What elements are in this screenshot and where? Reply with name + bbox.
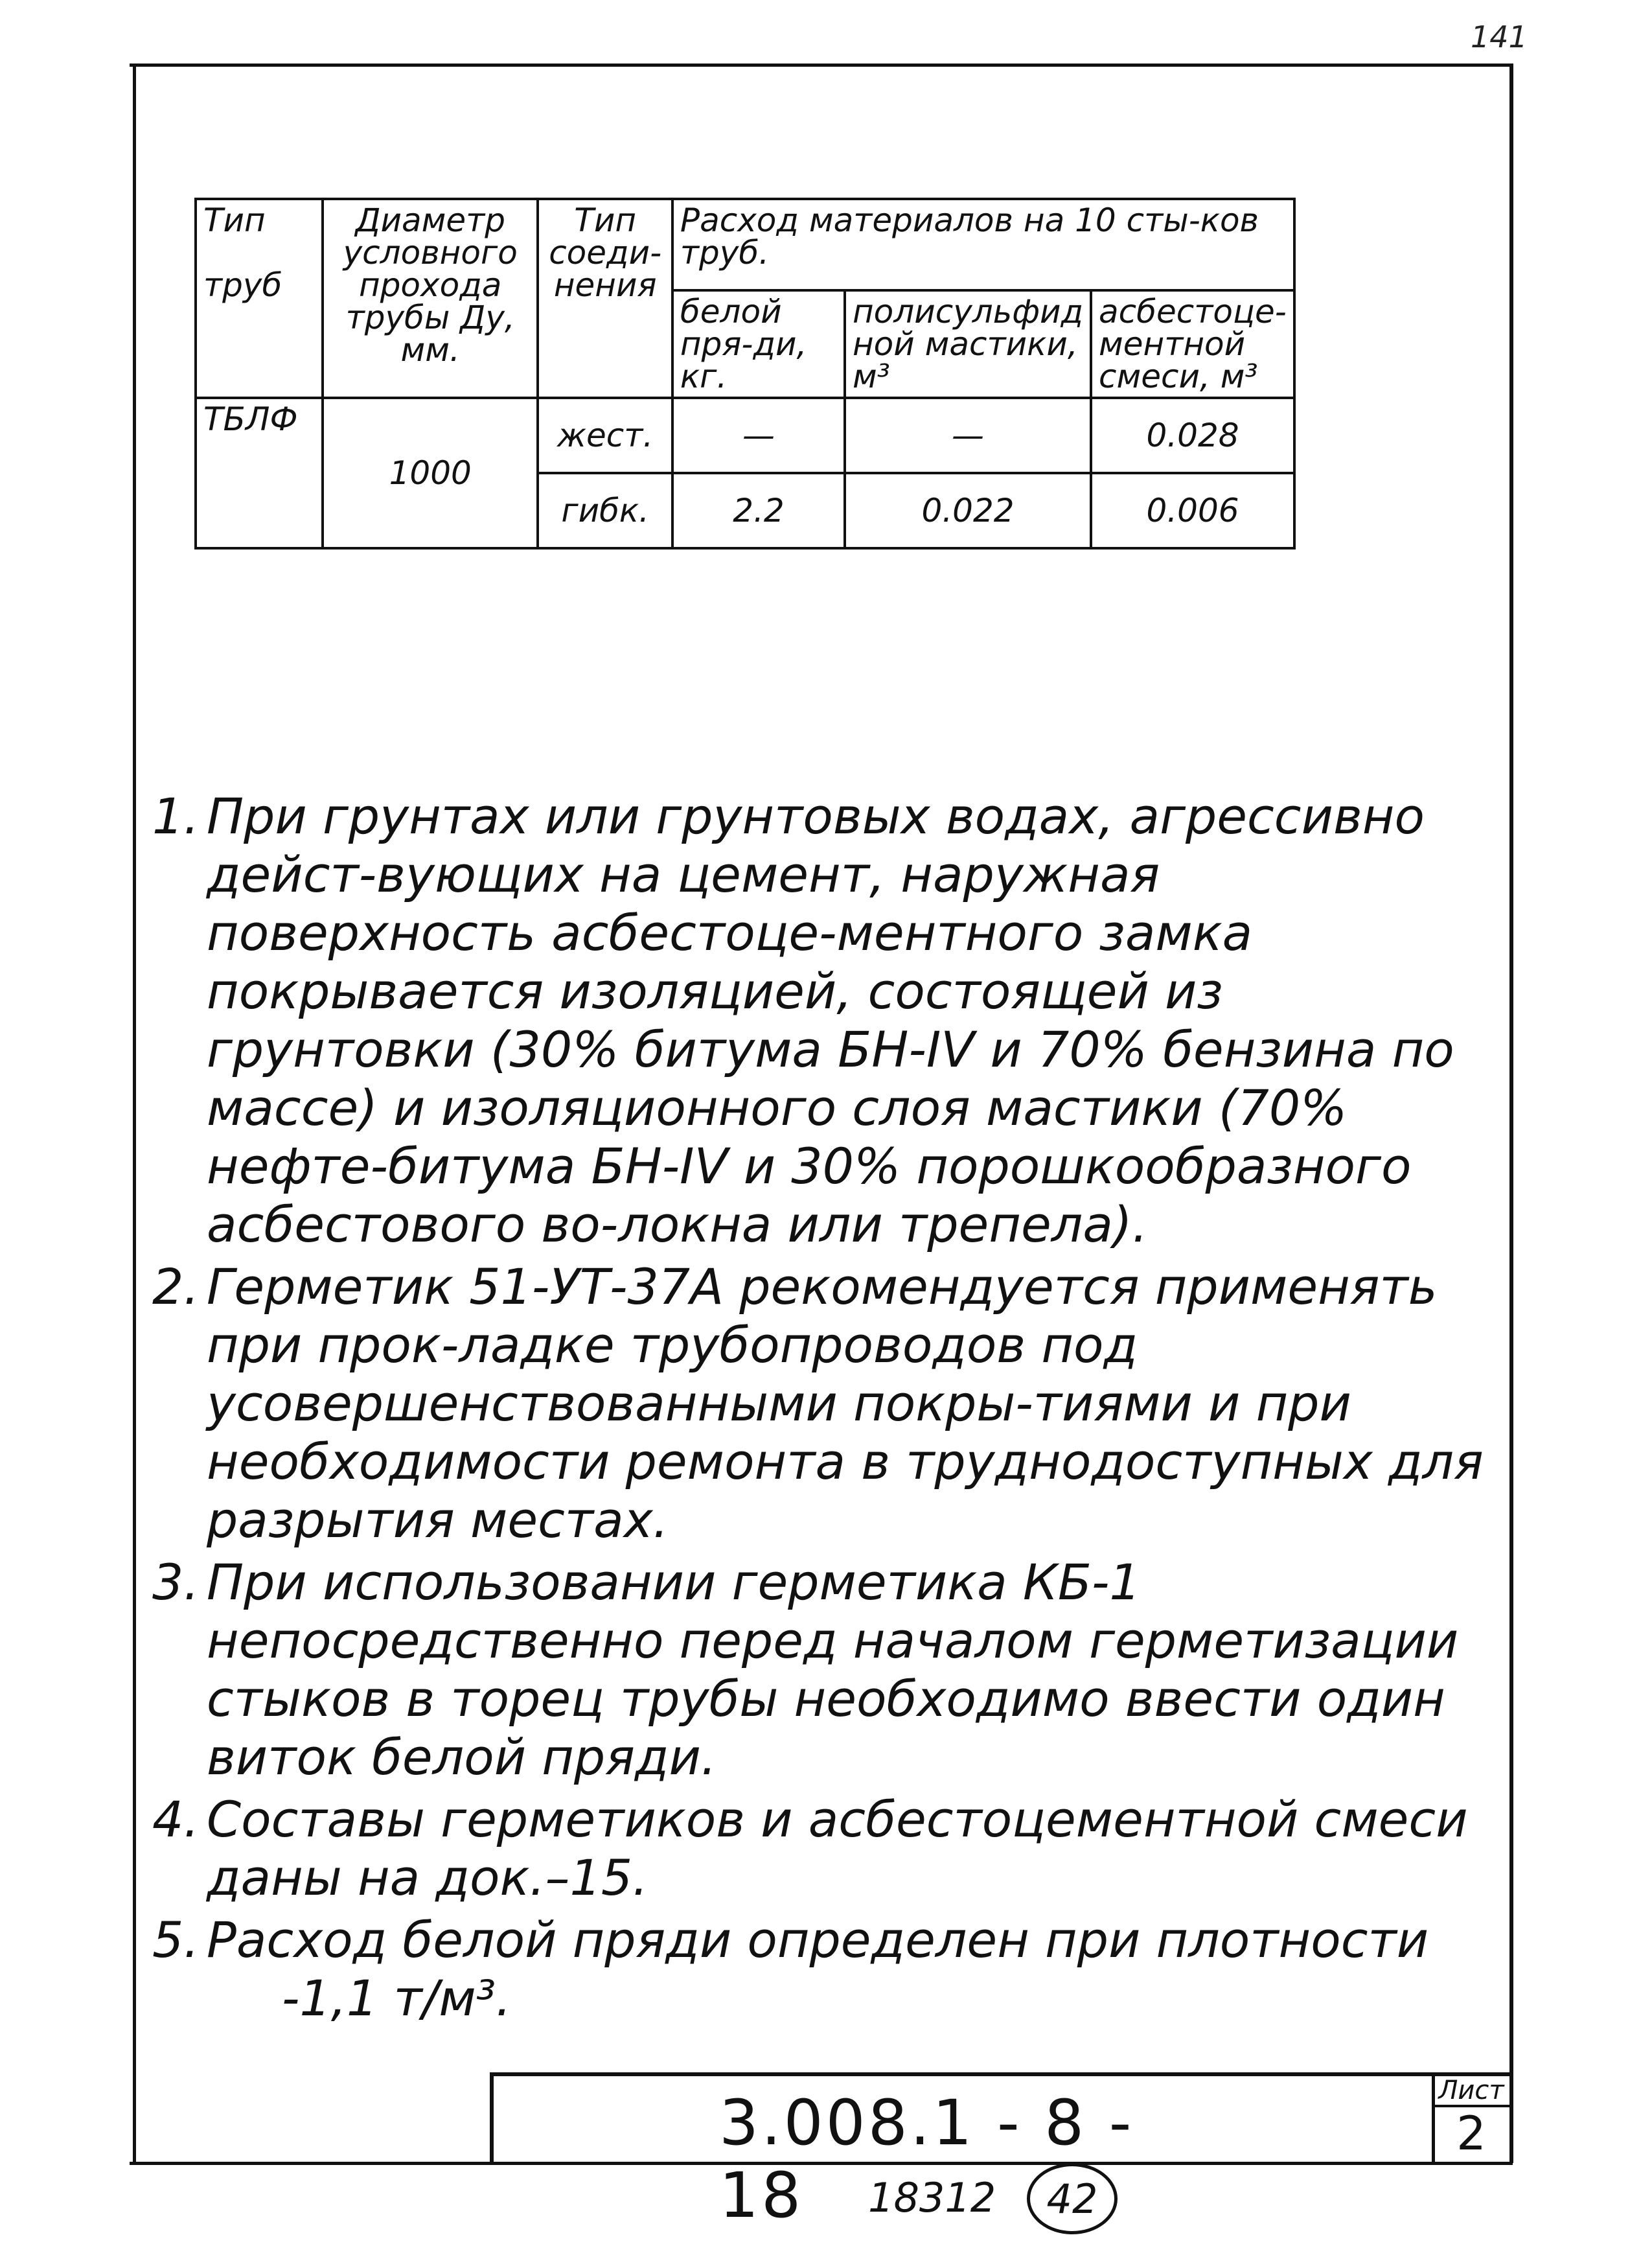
header-consumption: Расход материалов на 10 сты-ков труб. [672,199,1294,290]
note-number: 5. [152,1911,200,1969]
note-text: При использовании герметика КБ-1 непосредственно перед началом герметизации стыков в торец трубы необходимо ввести один виток белой пряди. [207,1553,1459,1786]
corner-mark: 141 [1471,19,1528,54]
archive-number: 18312 [868,2174,996,2221]
stamp-top-border [492,2072,1513,2076]
cell-diameter: 1000 [323,398,538,548]
note-text: Герметик 51-УТ-37А рекомендуется применять при прок-ладке трубопроводов под усовершенствованными покры-тиями и при необходимости ремонта в труднодоступных для разрытия местах. [207,1258,1484,1549]
cell-connection-rigid: жест. [538,398,672,473]
note-number: 3. [152,1553,200,1611]
circled-page-number: 42 [1027,2163,1118,2234]
cell-mastic-flexible: 0.022 [845,473,1091,548]
note-item [152,1790,1487,1907]
header-white-yarn: белой пря-ди, кг. [672,290,845,398]
cell-pipe-type: ТБЛФ [196,398,323,548]
note-text: При грунтах или грунтовых водах, агрессивно дейст-вующих на цемент, наружная поверхность асбестоце-ментного замка покрывается изоляцией, состоящей из грунтовки (30% битума БН-IV и 70% бензина по массе) и изоляционного слоя мастики (70% нефте-битума БН-IV и 30% порошкообразного асбестового во-локна или трепела). [207,787,1454,1253]
frame-top-border [130,64,1511,67]
header-diameter: Диаметр условного прохода трубы Ду, мм. [323,199,538,398]
frame-left-border [133,64,136,2163]
note-item [152,1553,1487,1787]
sheet-number: 2 [1456,2106,1486,2160]
notes-list [152,787,1487,2028]
note-number: 4. [152,1790,200,1848]
frame-right-border [1509,64,1513,2163]
note-text: Расход белой пряди определен при плотности [207,1911,1429,1969]
header-polysulfide-mastic: полисульфид ной мастики, м³ [845,290,1091,398]
document-code: 3.008.1 - 8 - 18 [719,2087,1134,2232]
note-text: Составы герметиков и асбестоцементной смеси даны на док.–15. [207,1790,1468,1906]
note-number: 2. [152,1258,200,1315]
stamp-left-border [490,2072,494,2163]
cell-mastic-rigid: — [845,398,1091,473]
header-asbestos-mix: асбестоце-ментной смеси, м³ [1091,290,1294,398]
note-item [152,1258,1487,1549]
header-pipe-type-line2: труб [203,266,282,304]
cell-connection-flexible: гибк. [538,473,672,548]
header-connection: Тип соеди-нения [538,199,672,398]
note-number: 1. [152,787,200,845]
header-pipe-type [196,199,323,398]
cell-asbestos-flexible: 0.006 [1091,473,1294,548]
note-item [152,787,1487,1254]
note5-value: -1,1 т/м³. [282,1969,512,2027]
note-item [152,1911,1487,1969]
sheet-label: Лист [1438,2076,1504,2105]
material-consumption-table [194,198,1296,550]
header-pipe-type-line1: Тип [203,202,266,239]
cell-asbestos-rigid: 0.028 [1091,398,1294,473]
cell-yarn-flexible: 2.2 [672,473,845,548]
cell-yarn-rigid: — [672,398,845,473]
